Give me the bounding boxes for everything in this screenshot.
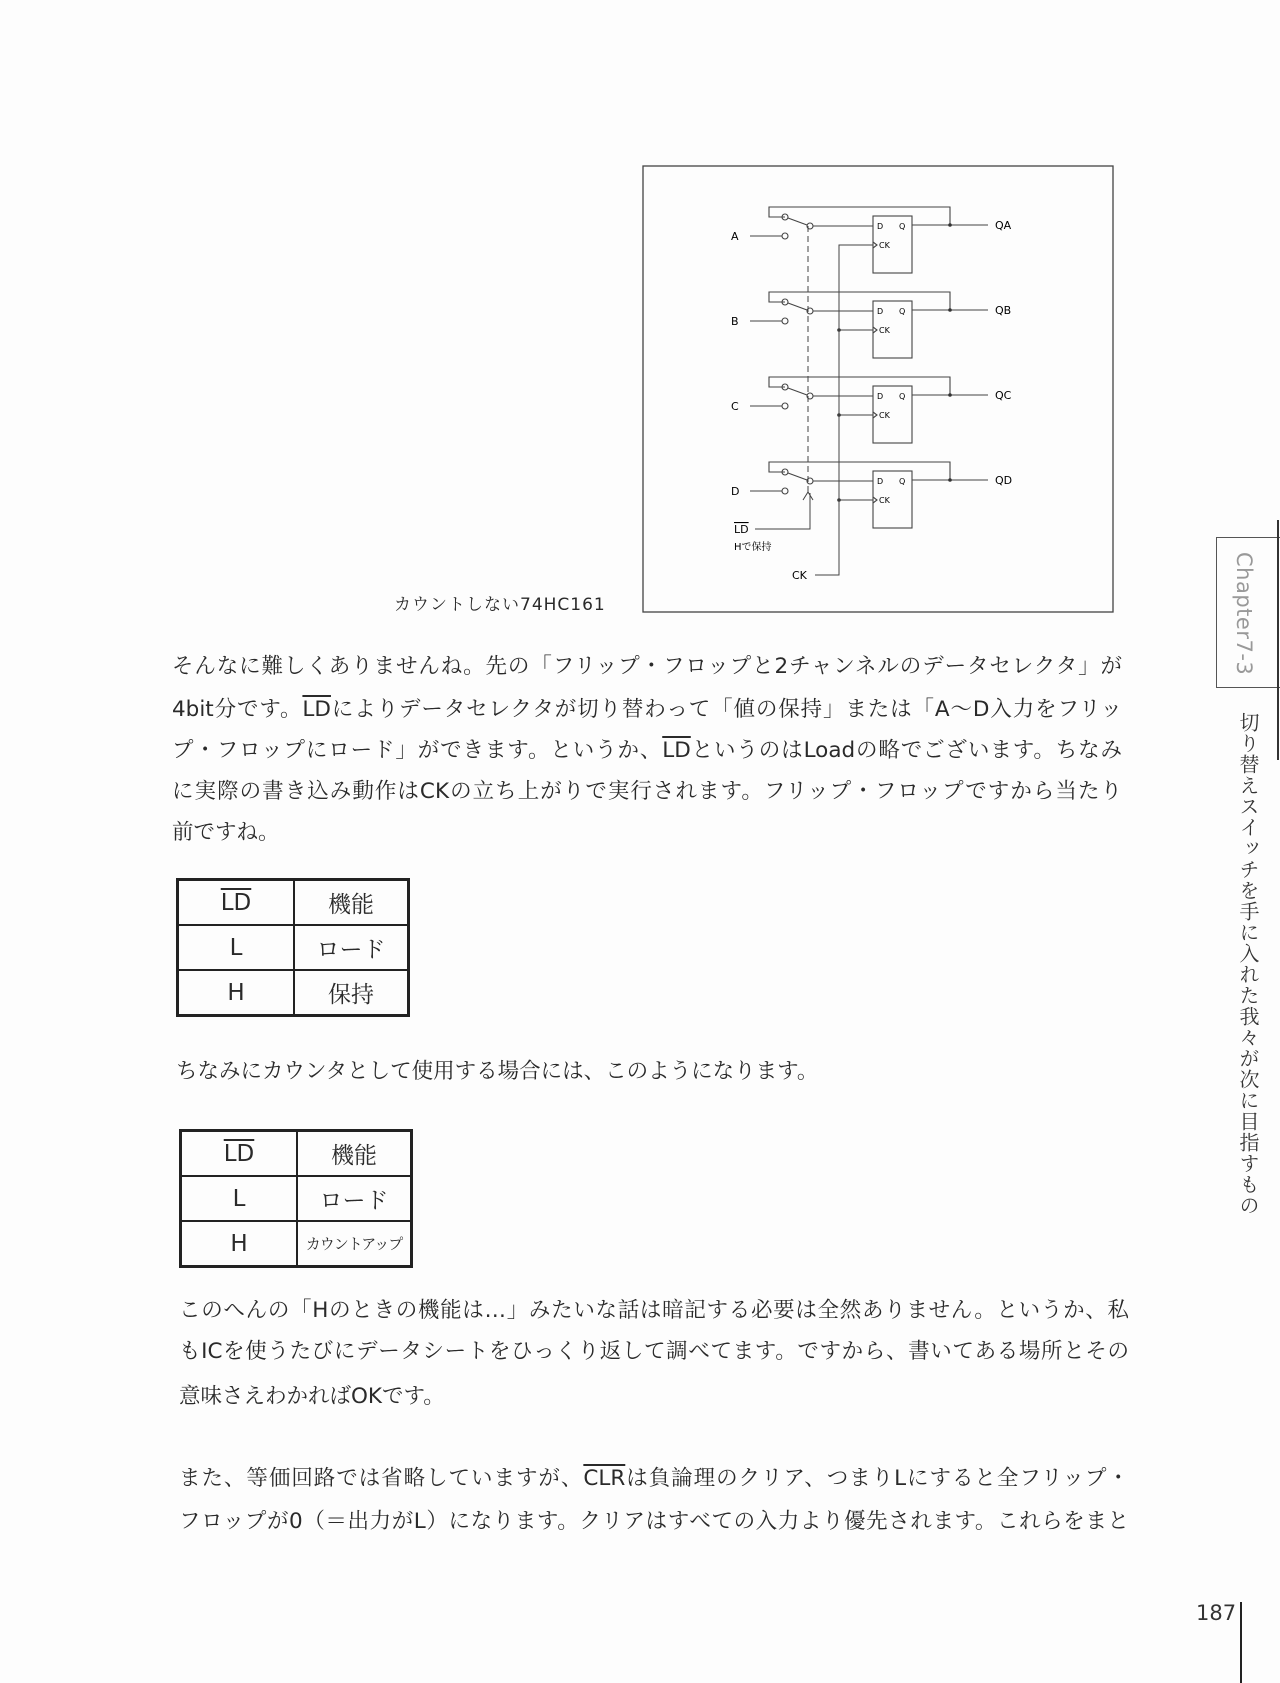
switch-blade bbox=[788, 388, 807, 395]
para1-line: に実際の書き込み動作はCKの立ち上がりで実行されます。フリップ・フロップですから当たり bbox=[172, 779, 1122, 804]
header-function: 機能 bbox=[297, 1131, 412, 1177]
output-label: QB bbox=[995, 304, 1012, 317]
input-label: D bbox=[731, 485, 740, 498]
counter-sentence: ちなみにカウンタとして使用する場合には、このようになります。 bbox=[176, 1059, 819, 1084]
text: また、等価回路では省略していますが、 bbox=[179, 1466, 584, 1491]
ff-d-label: D bbox=[877, 477, 884, 486]
cell: ロード bbox=[294, 925, 409, 970]
para2-line: もICを使うたびにデータシートをひっくり返して調べてます。ですから、書いてある場所とその bbox=[179, 1339, 1129, 1364]
clock-triangle-icon bbox=[873, 412, 877, 418]
output-label: QA bbox=[995, 219, 1012, 232]
ff-d-label: D bbox=[877, 222, 884, 231]
ff-q-label: Q bbox=[899, 307, 906, 316]
switch-blade bbox=[788, 473, 807, 480]
arrow-icon bbox=[803, 492, 813, 500]
ff-ck-label: CK bbox=[879, 411, 890, 420]
cell: 保持 bbox=[294, 970, 409, 1016]
input-label: B bbox=[731, 315, 739, 328]
function-table-1 bbox=[176, 878, 410, 1017]
ld-note: Hで保持 bbox=[734, 542, 772, 553]
output-label: QD bbox=[995, 474, 1013, 487]
ff-q-label: Q bbox=[899, 392, 906, 401]
diagram-frame bbox=[643, 166, 1113, 612]
text: によりデータセレクタが切り替わって「値の保持」または「A～D入力をフリッ bbox=[330, 697, 1122, 722]
switch-blade bbox=[788, 218, 807, 225]
ff-d-label: D bbox=[877, 307, 884, 316]
text: というのはLoadの略でございます。ちなみ bbox=[690, 738, 1122, 763]
header-function: 機能 bbox=[294, 880, 409, 926]
para1-line bbox=[172, 737, 1122, 765]
ck-wire bbox=[815, 245, 873, 575]
para1-line: 前ですね。 bbox=[172, 820, 280, 845]
figure-caption: カウントしない74HC161 bbox=[394, 595, 606, 615]
clr-overline: $\overline{CLR}$ bbox=[583, 1466, 626, 1491]
ff-ck-label: CK bbox=[879, 496, 890, 505]
sidebar-divider bbox=[1216, 537, 1217, 687]
ff-ck-label: CK bbox=[879, 326, 890, 335]
cell: H bbox=[181, 1221, 298, 1267]
chapter-label: Chapter7-3 bbox=[1232, 552, 1256, 676]
output-label: QC bbox=[995, 389, 1012, 402]
header-ld: $\overline{LD}$ bbox=[178, 880, 295, 926]
sidebar-divider bbox=[1216, 537, 1280, 538]
sidebar-edge bbox=[1277, 520, 1279, 760]
cell: L bbox=[178, 925, 295, 970]
ff-q-label: Q bbox=[899, 477, 906, 486]
ld-wire bbox=[755, 493, 810, 529]
chapter-title: 切り替えスイッチを手に入れた我々が次に目指すもの bbox=[1236, 712, 1260, 1216]
para2-line: 意味さえわかればOKです。 bbox=[179, 1384, 445, 1409]
junction-dot bbox=[948, 308, 952, 312]
cell: H bbox=[178, 970, 295, 1016]
feedback-wire bbox=[769, 462, 950, 480]
para3-line: フロップが0（＝出力がL）になります。クリアはすべての入力より優先されます。これらをまと bbox=[179, 1509, 1129, 1534]
page-edge-bar bbox=[1240, 1602, 1242, 1683]
para3-line bbox=[179, 1465, 1129, 1493]
text: は負論理のクリア、つまりLにすると全フリップ・ bbox=[625, 1466, 1129, 1491]
sidebar-divider bbox=[1216, 687, 1280, 688]
cell: ロード bbox=[297, 1176, 412, 1221]
page-number: 187 bbox=[1196, 1601, 1237, 1625]
cell: カウントアップ bbox=[297, 1221, 412, 1267]
ck-label: CK bbox=[792, 569, 807, 582]
input-label: A bbox=[731, 230, 739, 243]
switch-contact bbox=[782, 318, 788, 324]
circuit-diagram bbox=[0, 0, 1280, 640]
function-table-2 bbox=[179, 1129, 413, 1268]
ld-overline: $\overline{LD}$ bbox=[662, 738, 691, 763]
text: プ・フロップにロード」ができます。というか、 bbox=[172, 738, 663, 763]
header-ld: $\overline{LD}$ bbox=[181, 1131, 298, 1177]
clock-triangle-icon bbox=[873, 327, 877, 333]
feedback-wire bbox=[769, 377, 950, 395]
para2-line: このへんの「Hのときの機能は…」みたいな話は暗記する必要は全然ありません。というか、私 bbox=[179, 1298, 1129, 1323]
junction-dot bbox=[948, 478, 952, 482]
text: 4bit分です。 bbox=[172, 697, 303, 722]
ff-ck-label: CK bbox=[879, 241, 890, 250]
ff-q-label: Q bbox=[899, 222, 906, 231]
para1-line: そんなに難しくありませんね。先の「フリップ・フロップと2チャンネルのデータセレクタ」が bbox=[172, 654, 1122, 679]
ff-d-label: D bbox=[877, 392, 884, 401]
input-label: C bbox=[731, 400, 739, 413]
feedback-wire bbox=[769, 207, 950, 225]
switch-contact bbox=[782, 233, 788, 239]
junction-dot bbox=[948, 223, 952, 227]
cell: L bbox=[181, 1176, 298, 1221]
para1-line bbox=[172, 696, 1122, 724]
ld-label: LD bbox=[734, 523, 749, 536]
ld-overline: $\overline{LD}$ bbox=[302, 697, 331, 722]
switch-contact bbox=[782, 488, 788, 494]
clock-triangle-icon bbox=[873, 242, 877, 248]
switch-contact bbox=[782, 403, 788, 409]
feedback-wire bbox=[769, 292, 950, 310]
clock-triangle-icon bbox=[873, 497, 877, 503]
junction-dot bbox=[948, 393, 952, 397]
switch-blade bbox=[788, 303, 807, 310]
